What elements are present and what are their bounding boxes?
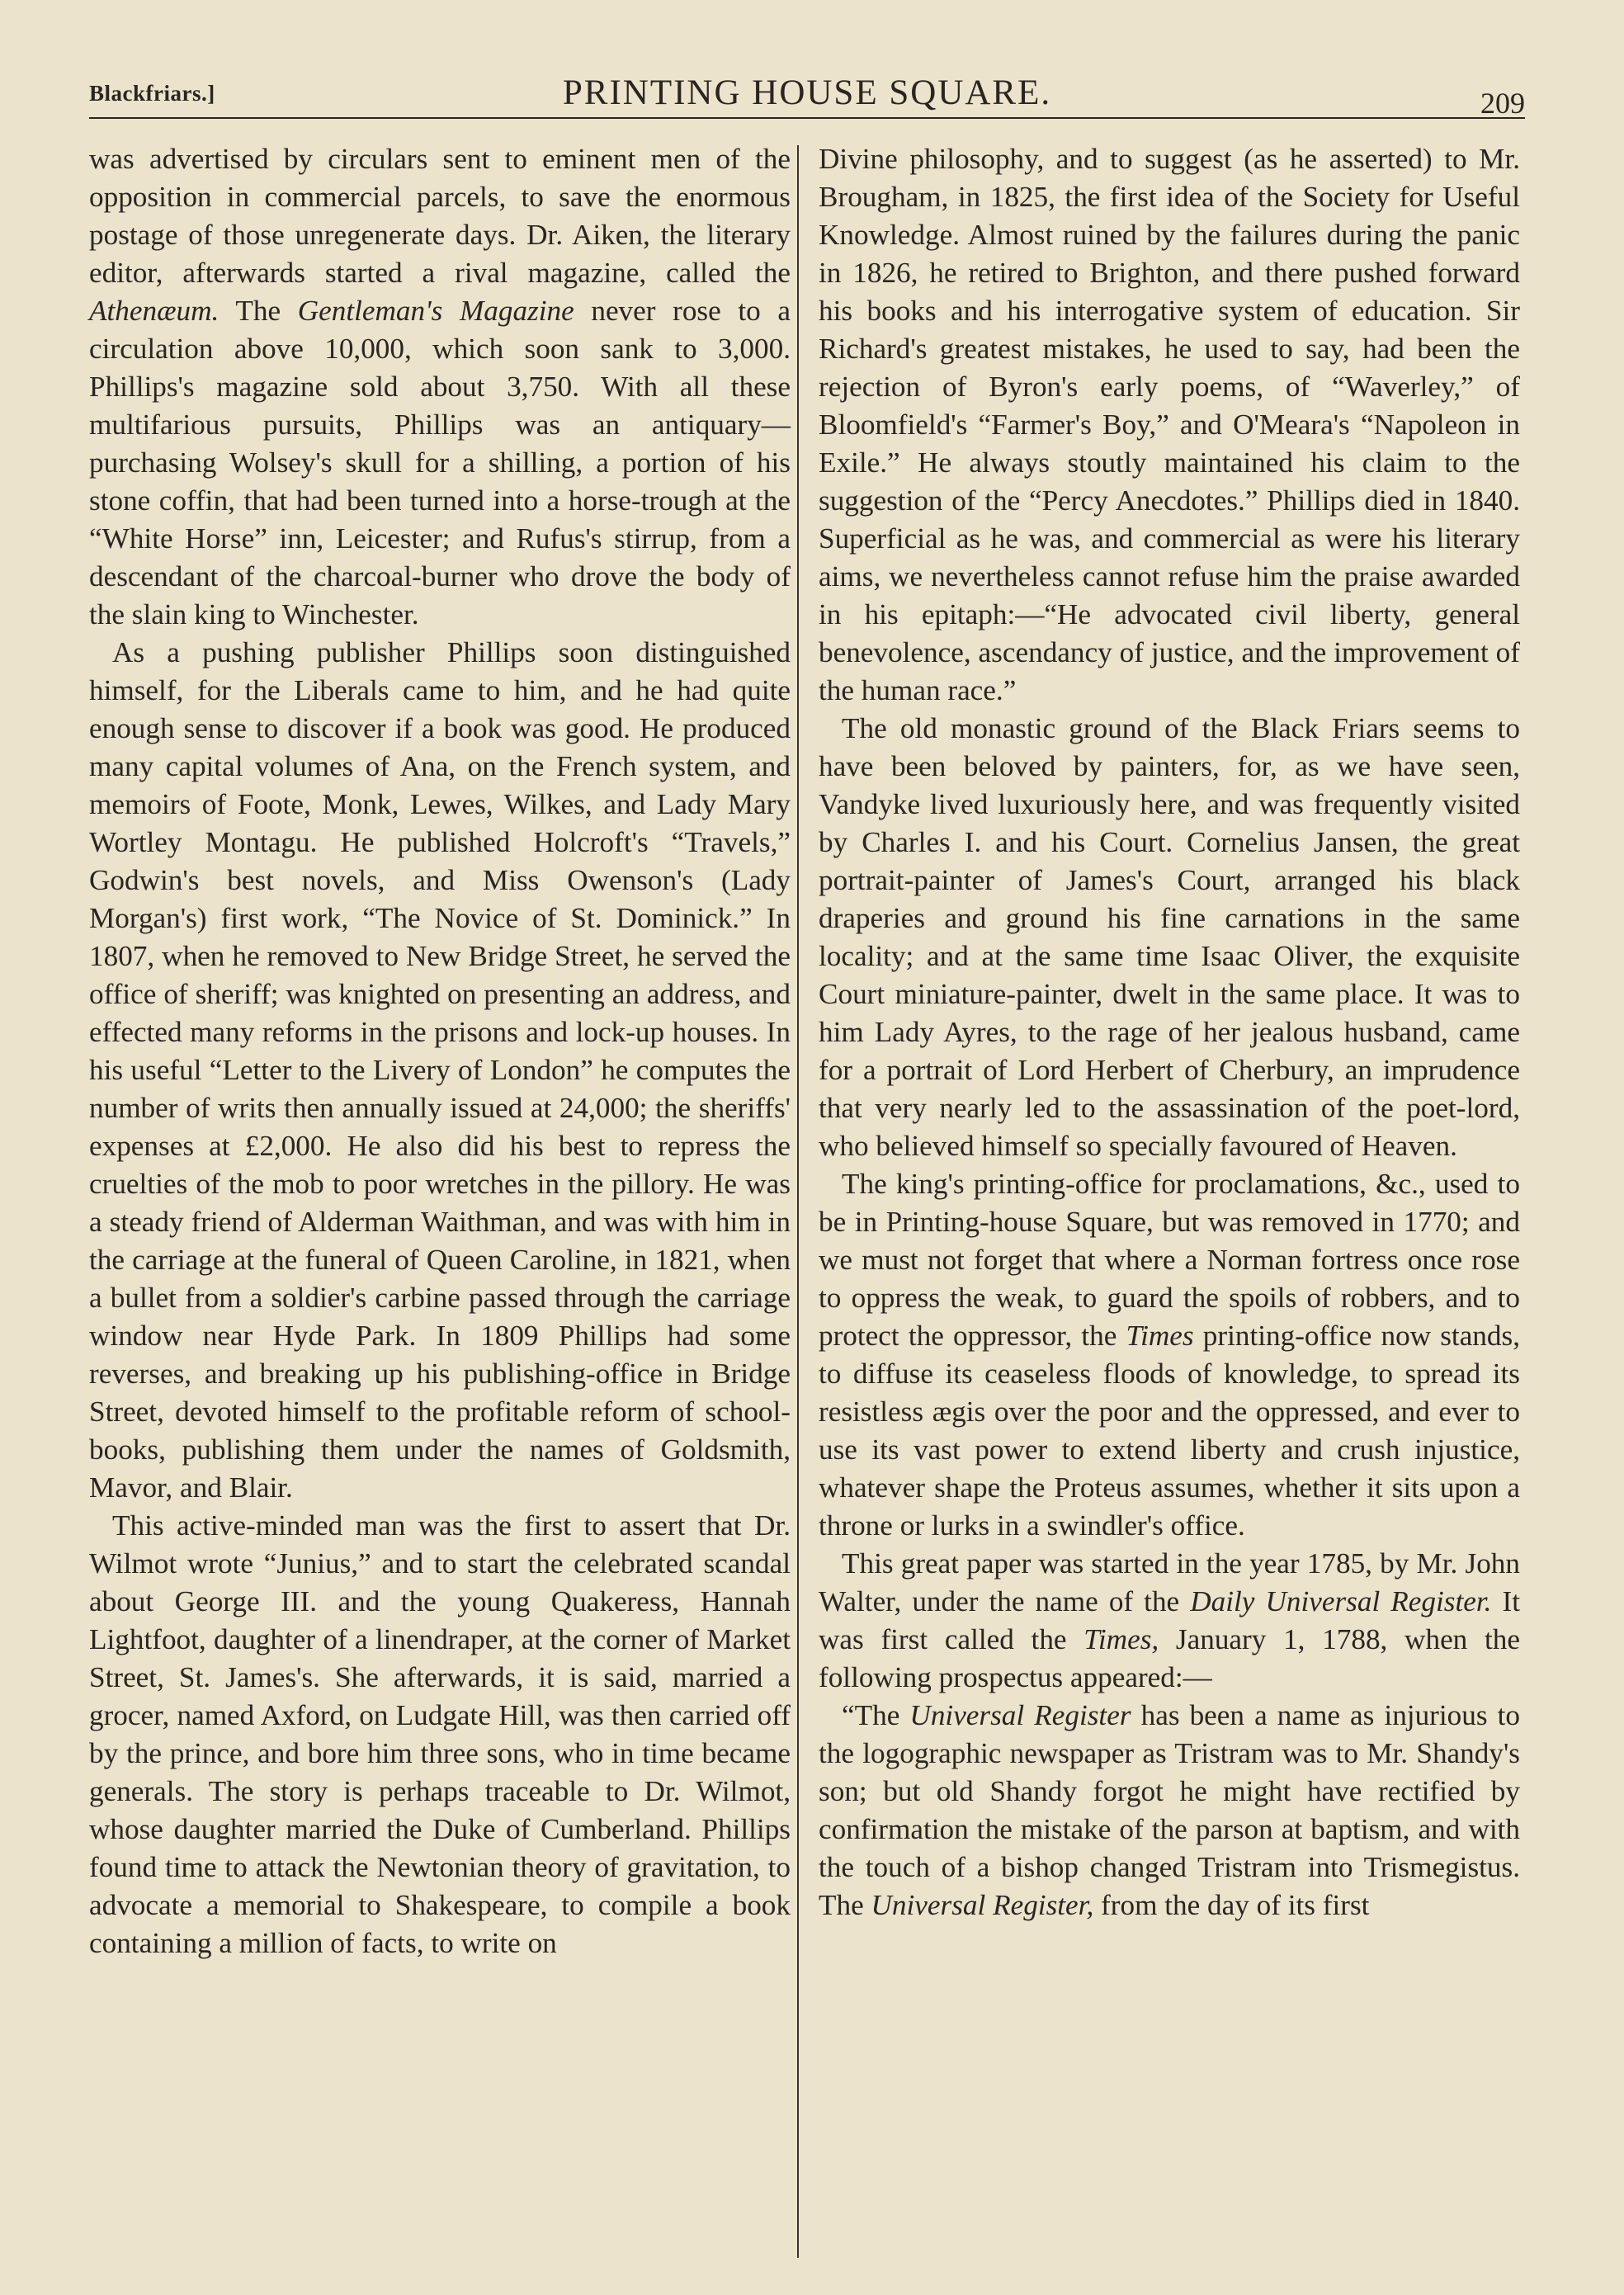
column-divider bbox=[797, 145, 799, 2258]
quoted-prospectus: “The Universal Register has been a name as injurious to the logographic newspaper as Tristram was to Mr. Shandy's son; but old Shandy forgot he might have rectified by confirmation the mistake of the parson at baptism, and with the touch of a bishop changed Tristram into Trismegistus. The Universal Register, from the day of its first bbox=[819, 1699, 1520, 1921]
page-title: PRINTING HOUSE SQUARE. bbox=[562, 73, 1052, 112]
paragraph: The old monastic ground of the Black Friars seems to have been beloved by painters, for, as we have seen, Vandyke lived luxuriously here, and was frequently visited by Charles I. and his Court. Cornelius Jansen, the great portrait-painter of James's Court, arranged his black draperies and ground his fine carnations in the same locality; and at the same time Isaac Oliver, the exquisite Court miniature-painter, dwelt in the same place. It was to him Lady Ayres, to the rage of her jealous husband, came for a portrait of Lord Herbert of Cherbury, an imprudence that very nearly led to the assassination of the poet-lord, who believed himself so specially favoured of Heaven. bbox=[819, 712, 1520, 1162]
page-header bbox=[89, 73, 1525, 122]
page-number: 209 bbox=[1480, 87, 1525, 120]
paragraph: Divine philosophy, and to suggest (as he asserted) to Mr. Brougham, in 1825, the first idea of the Society for Useful Knowledge. Almost ruined by the failures during the panic in 1826, he retired to Brighton, and there pushed forward his books and his interrogative system of education. Sir Richard's greatest mistakes, he used to say, had been the rejection of Byron's early poems, of “Waverley,” of Bloomfield's “Farmer's Boy,” and O'Meara's “Napoleon in Exile.” He always stoutly maintained his claim to the suggestion of the “Percy Anecdotes.” Phillips died in 1840. Superficial as he was, and commercial as were his literary aims, we nevertheless cannot refuse him the praise awarded in his epitaph:—“He advocated civil liberty, general benevolence, ascendancy of justice, and the improvement of the human race.” bbox=[819, 143, 1520, 706]
paragraph: This active-minded man was the first to assert that Dr. Wilmot wrote “Junius,” and to start the celebrated scandal about George III. and the young Quakeress, Hannah Lightfoot, daughter of a linendraper, at the corner of Market Street, St. James's. She afterwards, it is said, married a grocer, named Axford, on Ludgate Hill, was then carried off by the prince, and bore him three sons, who in time became generals. The story is perhaps traceable to Dr. Wilmot, whose daughter married the Duke of Cumberland. Phillips found time to attack the Newtonian theory of gravitation, to advocate a memorial to Shakespeare, to compile a book containing a million of facts, to write on bbox=[89, 1509, 791, 1959]
header-rule bbox=[89, 117, 1525, 119]
right-column bbox=[819, 140, 1520, 1924]
left-column bbox=[89, 140, 791, 1962]
running-head: Blackfriars.] bbox=[89, 81, 215, 106]
paragraph: As a pushing publisher Phillips soon distinguished himself, for the Liberals came to him, and he had quite enough sense to discover if a book was good. He produced many capital volumes of Ana, on the French system, and memoirs of Foote, Monk, Lewes, Wilkes, and Lady Mary Wortley Montagu. He published Holcroft's “Travels,” Godwin's best novels, and Miss Owenson's (Lady Morgan's) first work, “The Novice of St. Dominick.” In 1807, when he removed to New Bridge Street, he served the office of sheriff; was knighted on presenting an address, and effected many reforms in the prisons and lock-up houses. In his useful “Letter to the Livery of London” he computes the number of writs then annually issued at 24,000; the sheriffs' expenses at £2,000. He also did his best to repress the cruelties of the mob to poor wretches in the pillory. He was a steady friend of Alderman Waithman, and was with him in the carriage at the funeral of Queen Caroline, in 1821, when a bullet from a soldier's carbine passed through the carriage window near Hyde Park. In 1809 Phillips had some reverses, and breaking up his publishing-office in Bridge Street, devoted himself to the profitable reform of school-books, publishing them under the names of Goldsmith, Mavor, and Blair. bbox=[89, 636, 791, 1504]
paragraph: This great paper was started in the year 1785, by Mr. John Walter, under the name of the Daily Universal Register. It was first called the Times, January 1, 1788, when the following prospectus appeared:— bbox=[819, 1547, 1521, 1693]
paragraph: The king's printing-office for proclamations, &c., used to be in Printing-house Square, but was removed in 1770; and we must not forget that where a Norman fortress once rose to oppress the weak, to guard the spoils of robbers, and to protect the oppressor, the Times printing-office now stands, to diffuse its ceaseless floods of knowledge, to spread its resistless ægis over the poor and the oppressed, and ever to use its vast power to extend liberty and crush injustice, whatever shape the Proteus assumes, whether it sits upon a throne or lurks in a swindler's office. bbox=[819, 1168, 1520, 1542]
paragraph: was advertised by circulars sent to eminent men of the opposition in commercial parcels, to save the enormous postage of those unregenerate days. Dr. Aiken, the literary editor, afterwards started a rival magazine, called the Athenæum. The Gentleman's Magazine never rose to a circulation above 10,000, which soon sank to 3,000. Phillips's magazine sold about 3,750. With all these multifarious pursuits, Phillips was an antiquary—purchasing Wolsey's skull for a shilling, a portion of his stone coffin, that had been turned into a horse-trough at the “White Horse” inn, Leicester; and Rufus's stirrup, from a descendant of the charcoal-burner who drove the body of the slain king to Winchester. bbox=[89, 143, 791, 630]
